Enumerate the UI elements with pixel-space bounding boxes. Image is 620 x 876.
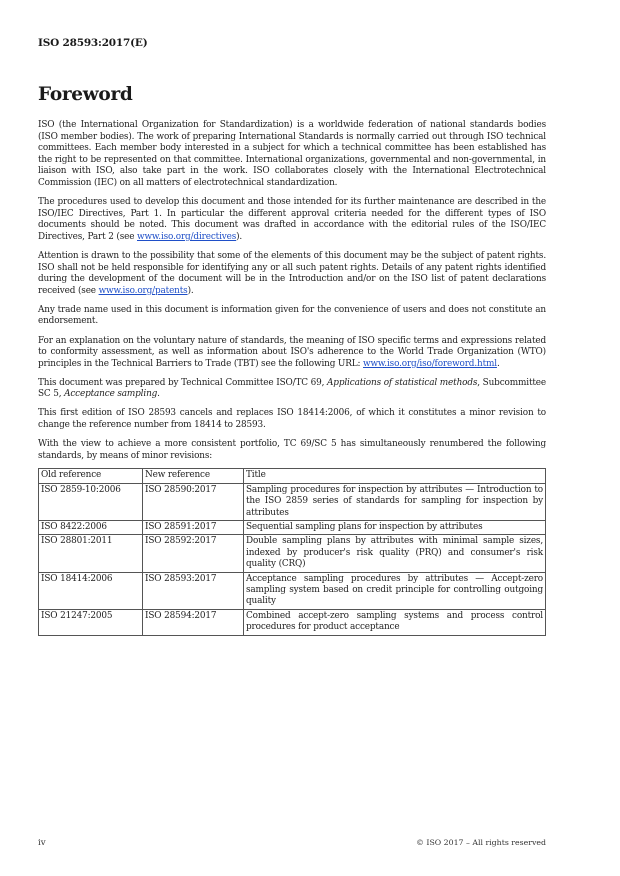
new-reference-cell: ISO 28594:2017	[143, 609, 244, 635]
paragraph-text: ).	[236, 231, 243, 242]
title-cell: Sampling procedures for inspection by attributes — Introduction to the ISO 2859 series of standards for sampling for inspection by attributes	[244, 483, 546, 520]
column-header-old-reference: Old reference	[39, 469, 143, 483]
title-cell: Double sampling plans by attributes with minimal sample sizes, indexed by producer's risk quality (PRQ) and consumer's risk quality (CRQ)	[244, 535, 546, 572]
paragraph-text: .	[157, 389, 160, 400]
paragraph-text: ).	[187, 285, 194, 296]
paragraph-iso-intro: ISO (the International Organization for Standardization) is a worldwide federation of national standards bodies (ISO member bodies). The work of preparing International Standards is normally carried out through ISO technical committees. Each member body interested in a subject for which a technical committee has been established has the right to be represented on that committee. International organizations, governmental and non-governmental, in liaison with ISO, also take part in the work. ISO collaborates closely with the International Electrotechnical Commission (IEC) on all matters of electrotechnical standardization.	[38, 120, 546, 188]
foreword-body	[38, 120, 546, 636]
new-reference-cell: ISO 28593:2017	[143, 572, 244, 609]
paragraph-text: The procedures used to develop this document and those intended for its further maintenance are described in the ISO/IEC Directives, Part 1. In particular the different approval criteria needed for the different types of ISO documents should be noted. This document was drafted in accordance with the editorial rules of the ISO/IEC Directives, Part 2 (see	[38, 197, 546, 242]
paragraph-edition: This first edition of ISO 28593 cancels and replaces ISO 18414:2006, of which it constitutes a minor revision to change the reference number from 18414 to 28593.	[38, 408, 546, 431]
table-row	[39, 483, 546, 520]
paragraph-text: For an explanation on the voluntary nature of standards, the meaning of ISO specific terms and expressions related to conformity assessment, as well as information about ISO's adherence to the World Trade Organization (WTO) principles in the Technical Barriers to Trade (TBT) see the following URL:	[38, 335, 546, 369]
table-header-row	[39, 469, 546, 483]
page-title: Foreword	[38, 84, 133, 105]
paragraph-procedures	[38, 197, 546, 243]
column-header-new-reference: New reference	[143, 469, 244, 483]
column-header-title: Title	[244, 469, 546, 483]
paragraph-renumbering: With the view to achieve a more consistent portfolio, TC 69/SC 5 has simultaneously renumbered the following standards, by means of minor revisions:	[38, 439, 546, 461]
directives-link[interactable]: www.iso.org/directives	[137, 231, 237, 242]
title-cell: Sequential sampling plans for inspection by attributes	[244, 520, 546, 534]
table-row	[39, 609, 546, 635]
new-reference-cell: ISO 28592:2017	[143, 535, 244, 572]
page-number: iv	[38, 838, 46, 848]
old-reference-cell: ISO 18414:2006	[39, 572, 143, 609]
paragraph-text: .	[496, 358, 500, 369]
old-reference-cell: ISO 8422:2006	[39, 520, 143, 534]
copyright-notice: © ISO 2017 – All rights reserved	[416, 838, 546, 847]
paragraph-trade-name: Any trade name used in this document is information given for the convenience of users and does not constitute an endorsement.	[38, 304, 546, 327]
paragraph-patents	[38, 251, 546, 297]
foreword-link[interactable]: www.iso.org/iso/foreword.html	[363, 358, 497, 369]
table-row	[39, 535, 546, 572]
paragraph-committee	[38, 378, 546, 401]
renumbering-table	[38, 468, 546, 635]
new-reference-cell: ISO 28591:2017	[143, 520, 244, 534]
paragraph-text: This document was prepared by Technical Committee ISO/TC 69,	[38, 377, 328, 388]
old-reference-cell: ISO 28801:2011	[39, 535, 143, 572]
new-reference-cell: ISO 28590:2017	[143, 483, 244, 520]
patents-link[interactable]: www.iso.org/patents	[98, 285, 188, 296]
paragraph-voluntary-nature	[38, 336, 546, 371]
paragraph-text: Attention is drawn to the possibility that some of the elements of this document may be the subject of patent rights. ISO shall not be held responsible for identifying any or all such patent rights. Details of any patent rights identified during the development of the document will be in the Introduction and/or on the ISO list of patent declarations received (see	[38, 250, 546, 296]
old-reference-cell: ISO 2859-10:2006	[39, 483, 143, 520]
old-reference-cell: ISO 21247:2005	[39, 609, 143, 635]
committee-title: Applications of statistical methods	[327, 377, 478, 388]
table-row	[39, 572, 546, 609]
document-id-header: ISO 28593:2017(E)	[38, 37, 148, 49]
subcommittee-title: Acceptance sampling	[64, 389, 158, 400]
title-cell: Acceptance sampling procedures by attributes — Accept-zero sampling system based on credit principle for controlling outgoing quality	[244, 572, 546, 609]
paragraph-text: , Subcommittee SC 5,	[38, 377, 546, 400]
table-row	[39, 520, 546, 534]
title-cell: Combined accept-zero sampling systems and process control procedures for product acceptance	[244, 609, 546, 635]
